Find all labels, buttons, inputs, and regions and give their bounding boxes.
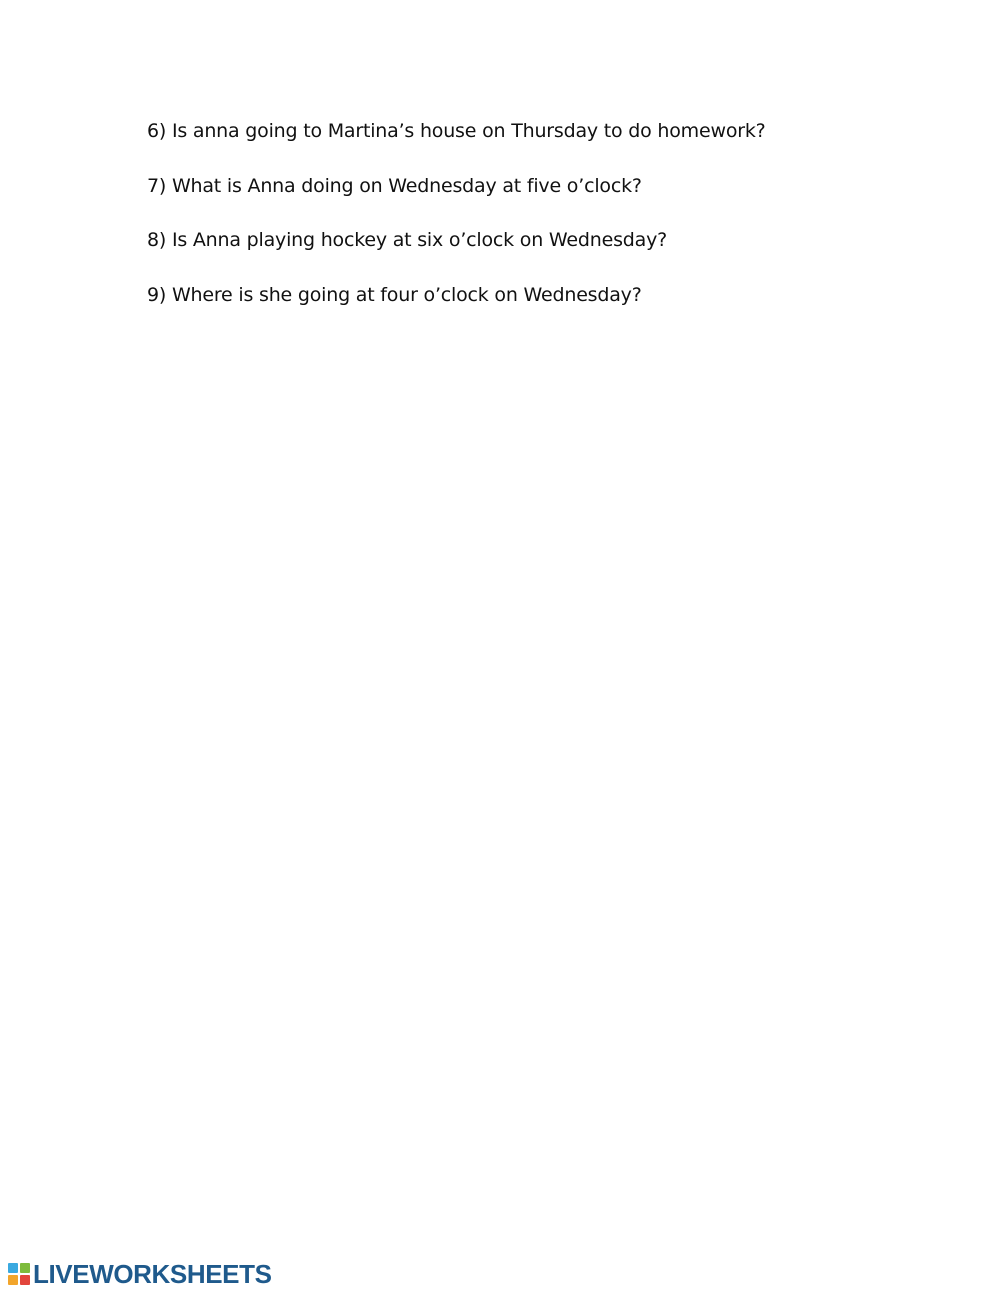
logo-tile-3 [8, 1275, 18, 1285]
logo-tile-2 [20, 1263, 30, 1273]
logo-tile-4 [20, 1275, 30, 1285]
question-9: 9) Where is she going at four o’clock on Wednesday? [147, 283, 642, 306]
question-7: 7) What is Anna doing on Wednesday at five o’clock? [147, 174, 642, 197]
brand-name: LIVEWORKSHEETS [33, 1259, 272, 1289]
question-6: 6) Is anna going to Martina’s house on Thursday to do homework? [147, 120, 766, 142]
liveworksheets-logo [8, 1258, 272, 1290]
logo-tile-1 [8, 1263, 18, 1273]
logo-grid-icon [8, 1263, 30, 1285]
question-8: 8) Is Anna playing hockey at six o’clock on Wednesday? [147, 229, 667, 251]
question-list [147, 117, 766, 335]
